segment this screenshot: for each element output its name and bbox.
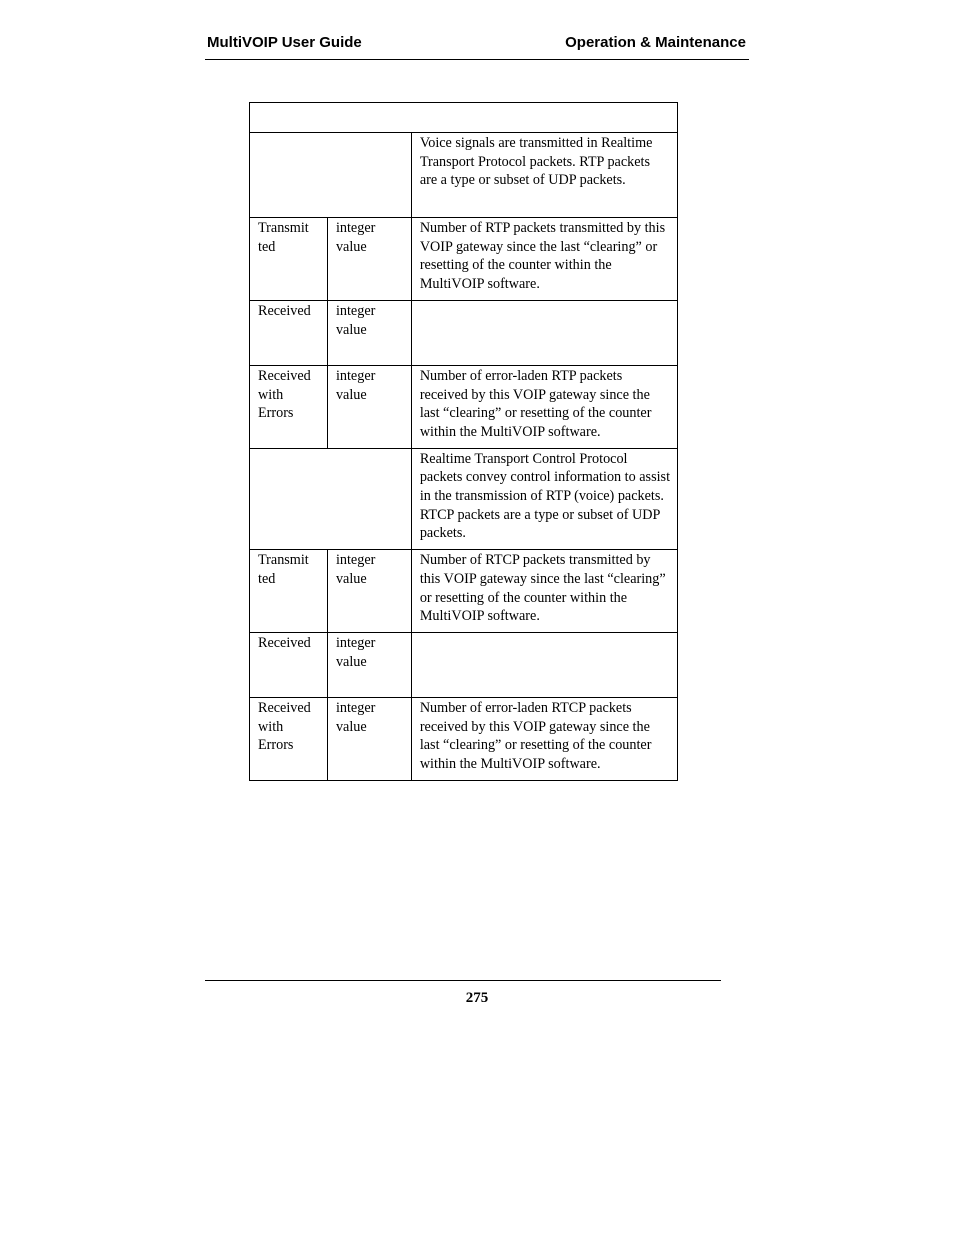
section-title: Operation & Maintenance [565, 34, 746, 51]
field-description: Number of RTCP packets transmitted by this VOIP gateway since the last “clearing” or resetting of the counter within the MultiVOIP software. [411, 550, 677, 633]
packet-statistics-table [249, 102, 678, 781]
field-name: Received [250, 632, 328, 697]
section-header-row [250, 448, 678, 550]
field-name: Received with Errors [250, 697, 328, 780]
table-row [250, 300, 678, 365]
section-name-cell [250, 133, 412, 218]
field-description: Number of error-laden RTP packets received by this VOIP gateway since the last “clearing” or resetting of the counter within the MultiVOIP software. [411, 365, 677, 448]
field-name: Received with Errors [250, 365, 328, 448]
table-row [250, 697, 678, 780]
page-header [205, 31, 749, 60]
section-description: Voice signals are transmitted in Realtime Transport Protocol packets. RTP packets are a type or subset of UDP packets. [411, 133, 677, 218]
table-title-row [250, 103, 678, 133]
document-title: MultiVOIP User Guide [207, 34, 362, 51]
field-description: Number of RTP packets transmitted by this VOIP gateway since the last “clearing” or resetting of the counter within the MultiVOIP software. [411, 218, 677, 301]
field-type: integer value [327, 365, 411, 448]
field-name: Transmit ted [250, 218, 328, 301]
table-row [250, 365, 678, 448]
field-type: integer value [327, 550, 411, 633]
table-row [250, 632, 678, 697]
footer-rule [205, 980, 721, 981]
field-description: Number of error-laden RTCP packets received by this VOIP gateway since the last “clearing” or resetting of the counter within the MultiVOIP software. [411, 697, 677, 780]
field-description [411, 300, 677, 365]
field-name: Received [250, 300, 328, 365]
field-name: Transmit ted [250, 550, 328, 633]
field-type: integer value [327, 632, 411, 697]
table-title-cell [250, 103, 678, 133]
field-description [411, 632, 677, 697]
field-type: integer value [327, 300, 411, 365]
table-row [250, 550, 678, 633]
field-type: integer value [327, 218, 411, 301]
section-header-row [250, 133, 678, 218]
section-description: Realtime Transport Control Protocol packets convey control information to assist in the transmission of RTP (voice) packets. RTCP packets are a type or subset of UDP packets. [411, 448, 677, 550]
field-type: integer value [327, 697, 411, 780]
page-number: 275 [465, 990, 489, 1006]
section-name-cell [250, 448, 412, 550]
table-row [250, 218, 678, 301]
